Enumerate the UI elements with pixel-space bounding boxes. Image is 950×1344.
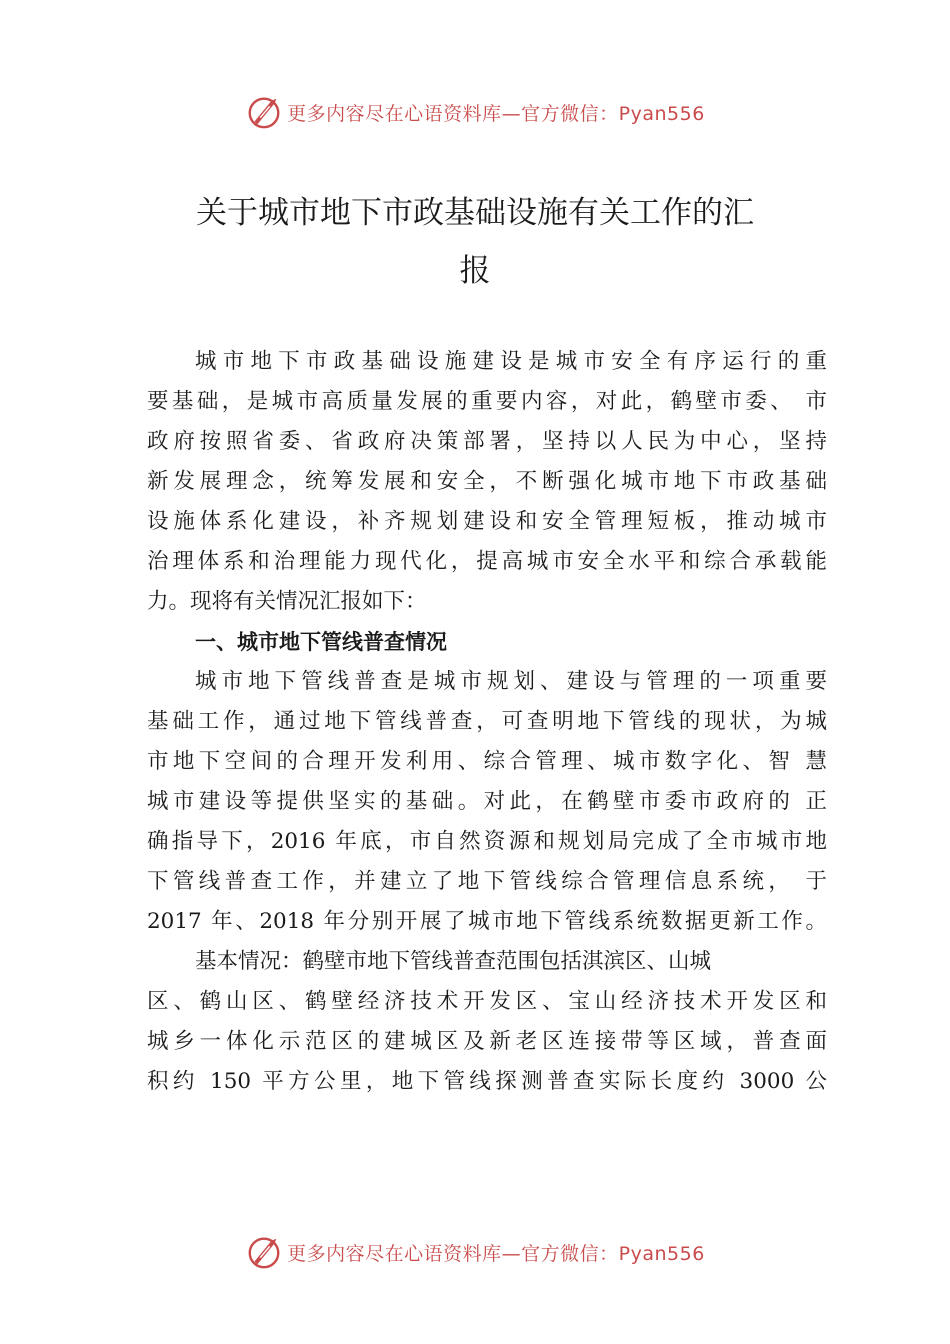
header-banner-text: 更多内容尽在心语资料库—官方微信：Pyan556 — [287, 102, 705, 125]
quill-pen-logo-icon — [245, 1233, 283, 1271]
footer-banner — [0, 1232, 950, 1272]
text-line: 新发展理念，统筹发展和安全，不断强化城市地下市政基础 — [147, 469, 827, 494]
paragraph-survey — [147, 662, 827, 942]
text-line: 治理体系和治理能力现代化，提高城市安全水平和综合承载能 — [147, 549, 827, 574]
footer-banner-text: 更多内容尽在心语资料库—官方微信：Pyan556 — [287, 1242, 705, 1265]
text-line: 市地下空间的合理开发利用、综合管理、城市数字化、智 慧 — [147, 749, 827, 774]
text-line: 2017 年、2018 年分别开展了城市地下管线系统数据更新工作。 — [147, 909, 827, 934]
text-line: 城市地下管线普查是城市规划、建设与管理的一项重要 — [195, 669, 827, 694]
text-line: 政府按照省委、省政府决策部署，坚持以人民为中心，坚持 — [147, 429, 827, 454]
paragraph-intro — [147, 342, 827, 622]
text-line: 确指导下，2016 年底，市自然资源和规划局完成了全市城市地 — [147, 829, 827, 854]
paragraph-basic-info — [147, 942, 827, 1102]
quill-pen-logo-icon — [245, 93, 283, 131]
text-line: 设施体系化建设，补齐规划建设和安全管理短板，推动城市 — [147, 509, 827, 534]
text-line: 力。现将有关情况汇报如下： — [147, 589, 427, 614]
text-line: 城乡一体化示范区的建城区及新老区连接带等区域，普查面 — [147, 1029, 827, 1054]
text-line: 城市建设等提供坚实的基础。对此，在鹤壁市委市政府的 正 — [147, 789, 827, 814]
text-line: 区、鹤山区、鹤壁经济技术开发区、宝山经济技术开发区和 — [147, 989, 827, 1014]
text-line: 基础工作，通过地下管线普查，可查明地下管线的现状，为城 — [147, 709, 827, 734]
text-line: 积约 150 平方公里，地下管线探测普查实际长度约 3000 公 — [147, 1069, 827, 1094]
text-line: 城市地下市政基础设施建设是城市安全有序运行的重 — [195, 349, 827, 374]
document-body — [147, 342, 827, 1102]
text-line: 下管线普查工作，并建立了地下管线综合管理信息系统， 于 — [147, 869, 827, 894]
text-line: 基本情况：鹤壁市地下管线普查范围包括淇滨区、山城 — [195, 949, 712, 974]
header-banner — [0, 92, 950, 132]
document-title — [120, 184, 830, 300]
section-heading: 一、城市地下管线普查情况 — [195, 630, 447, 654]
title-line-2: 报 — [459, 253, 491, 289]
title-line-1: 关于城市地下市政基础设施有关工作的汇 — [196, 195, 754, 231]
text-line: 要基础，是城市高质量发展的重要内容，对此，鹤壁市委、 市 — [147, 389, 827, 414]
